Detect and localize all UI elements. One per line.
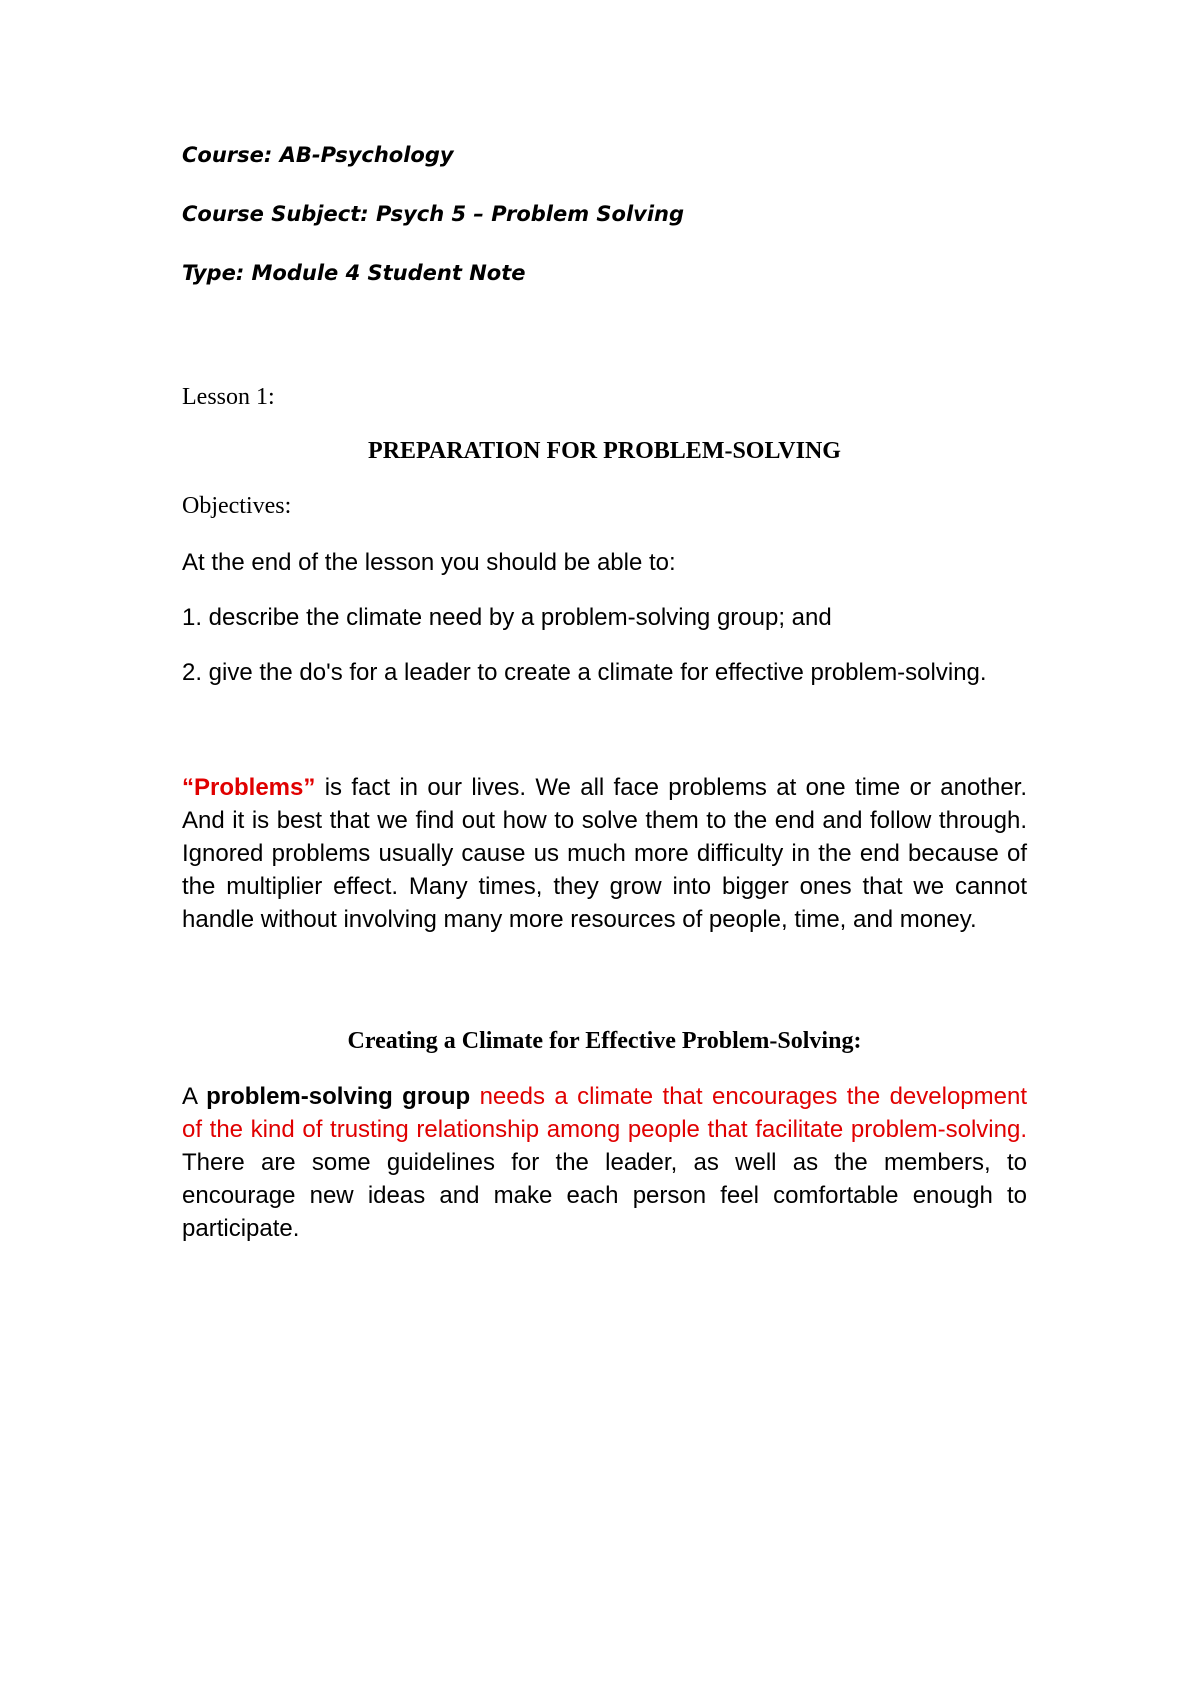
problems-paragraph [182, 771, 1027, 936]
climate-lead: A [182, 1083, 207, 1110]
lesson-label: Lesson 1: [182, 384, 275, 410]
course-line: Course: AB-Psychology [182, 143, 454, 167]
objectives-heading: Objectives: [182, 493, 292, 519]
objective-item-1: 1. describe the climate need by a problem-solving group; and [182, 604, 832, 631]
course-subject-line: Course Subject: Psych 5 – Problem Solving [182, 202, 685, 226]
type-line: Type: Module 4 Student Note [182, 261, 526, 285]
climate-bold-term: problem-solving group [206, 1083, 471, 1110]
objective-item-2: 2. give the do's for a leader to create a climate for effective problem-solving. [182, 659, 987, 686]
objectives-intro: At the end of the lesson you should be able to: [182, 549, 676, 576]
climate-section-title: Creating a Climate for Effective Problem-Solving: [347, 1028, 862, 1054]
document-page [182, 140, 1027, 1245]
climate-rest: There are some guidelines for the leader, as well as the members, to encourage new ideas and make each person feel comfortable enough to participate. [182, 1149, 1027, 1242]
problems-open-quote: “ [182, 774, 194, 801]
problems-text: is fact in our lives. We all face problems at one time or another. And it is best that we find out how to solve them to the end and follow through. Ignored problems usually cause us much more difficulty in the end because of the multiplier effect. Many times, they grow into bigger ones that we cannot handle without involving many more resources of people, time, and money. [182, 774, 1027, 933]
lesson-title: PREPARATION FOR PROBLEM-SOLVING [368, 438, 841, 464]
climate-paragraph [182, 1080, 1027, 1245]
climate-red-text: needs a climate that encourages the development of the kind of trusting relationship among people that facilitate problem-solving. [182, 1083, 1028, 1143]
problems-keyword: Problems” [194, 774, 316, 801]
